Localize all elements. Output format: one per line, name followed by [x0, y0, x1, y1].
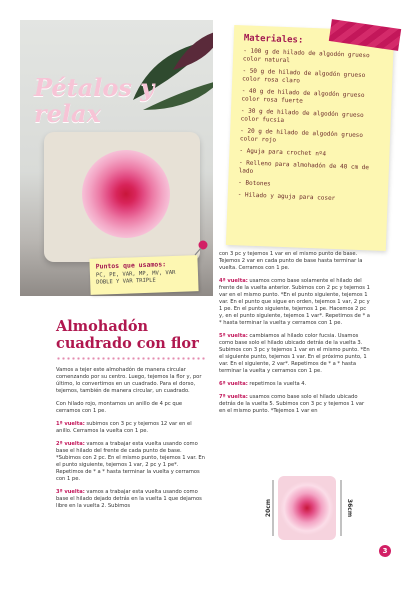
dotted-divider — [56, 357, 206, 360]
round-text: subimos con 3 pc y tejemos 12 var en el anillo. Cerramos la vuelta con 1 pe. — [56, 421, 192, 434]
intro-paragraph: Vamos a tejer este almohadón de manera circular comenzando por su centro. Luego, tejemos la flor y, por último, lo convertimos en un cuadrado. Para el dorso, tejemos, también de manera circular, un cuadrado. — [56, 367, 202, 394]
round-text: cambiamos al hilado color fucsia. Usamos como base solo el hilado ubicado detrás de la vuelta 3. Subimos con 3 pc y tejemos 1 var en el mismo punto. *En el siguiente punto, tejemos 1 var. En el próximo punto, 1 var. En el siguiente, 2 var*. Repetimos de * a * hasta terminar la vuelta y cerramos con 1 pe. — [219, 333, 370, 374]
stitches-note — [89, 255, 198, 295]
material-item: - 50 g de hilado de algodón grueso color rosa claro — [242, 67, 366, 85]
flower-image — [82, 150, 170, 238]
page-number: 3 — [379, 545, 391, 557]
instructions-column-2 — [219, 251, 372, 421]
material-item: - Aguja para crochet nº4 — [239, 147, 327, 158]
round-label: 3ª vuelta: — [56, 489, 85, 495]
round-text: usamos como base solo el hilado ubicado detrás de la vuelta 5. Subimos con 3 pc y tejemos 1 var en el mismo punto. *Tejemos 1 var en — [219, 394, 365, 414]
round-label: 5ª vuelta: — [219, 333, 248, 339]
photo-title: Pétalos y relax — [34, 73, 155, 128]
round-label: 4ª vuelta: — [219, 278, 248, 284]
round-4 — [219, 278, 372, 327]
pin-icon — [193, 240, 209, 256]
diagram-right-label: 36cm — [346, 498, 353, 518]
round-5 — [219, 333, 372, 375]
material-item: - 100 g de hilado de algodón grueso color natural — [242, 47, 370, 65]
material-item: - Botones — [238, 179, 271, 188]
pillow — [44, 132, 200, 262]
material-item: - 20 g de hilado de algodón grueso color rojo — [239, 127, 364, 144]
instructions-column-1 — [56, 367, 206, 516]
round-text: vamos a trabajar esta vuelta usando como base el hilado del frente de cada punto de base. *Subimos con 2 pc. En el mismo punto, tejemos 1 var. En el punto siguiente, tejemos 1 var, 2 pc y 1 pe*. Repetimos de * a * hasta terminar la vuelta y cerramos con 1 pe. — [56, 441, 205, 482]
stitches-title: Puntos que usamos: — [95, 260, 167, 271]
round-label: 1ª vuelta: — [56, 421, 85, 427]
material-item: - 30 g de hilado de algodón grueso color fucsia — [240, 107, 364, 124]
round-3 — [56, 489, 206, 510]
round-text: repetimos la vuelta 4. — [247, 381, 307, 387]
start-paragraph: Con hilado rojo, montamos un anillo de 4 pc que cerramos con 1 pe. — [56, 401, 183, 414]
material-item: - Relleno para almohadón de 40 cm de lado — [238, 159, 370, 175]
page-title: Almohadón cuadrado con flor — [56, 318, 199, 352]
diagram-left-label: 20cm — [265, 498, 272, 518]
pillow-diagram — [256, 470, 356, 550]
materials-list — [238, 47, 384, 204]
round-7 — [219, 394, 372, 415]
round-6 — [219, 381, 372, 388]
round-label: 6ª vuelta: — [219, 381, 248, 387]
round-2 — [56, 441, 206, 483]
material-item: - 40 g de hilado de algodón grueso color rosa fuerte — [241, 87, 365, 105]
material-item: - Hilado y aguja para coser — [237, 191, 336, 203]
materials-note — [226, 25, 394, 251]
round-1 — [56, 421, 206, 435]
round-text: usamos como base solamente el hilado del frente de la vuelta anterior. Subimos con 2 pc y tejemos 1 var en el mismo punto. *En el punto siguiente, tejemos 1 var. En el punto que sigue en orden, tejemos 1 var, 2 pc y 1 pe. En el punto siguiente, tejemos 1 pe. Hacemos 2 pc y, en el punto siguiente, tejemos 1 var*. Repetimos de * a * hasta terminar la vuelta y cerramos con 1 pe. — [219, 278, 370, 326]
continued-paragraph: con 3 pc y tejemos 1 var en el mismo punto de base. Tejemos 2 var en cada punto de base hasta terminar la vuelta. Cerramos con 1 pe. — [219, 251, 363, 271]
materials-title: Materiales: — [243, 33, 304, 46]
stitches-text: PC, PE, VAR, MP, MV, VAR DOBLE Y VAR TRIPLE — [95, 269, 176, 286]
round-text: vamos a trabajar esta vuelta usando como base el hilado dejado detrás en la vuelta 1 que dejamos libre en la vuelta 2. Subimos — [56, 489, 202, 509]
round-label: 2ª vuelta: — [56, 441, 85, 447]
round-label: 7ª vuelta: — [219, 394, 248, 400]
